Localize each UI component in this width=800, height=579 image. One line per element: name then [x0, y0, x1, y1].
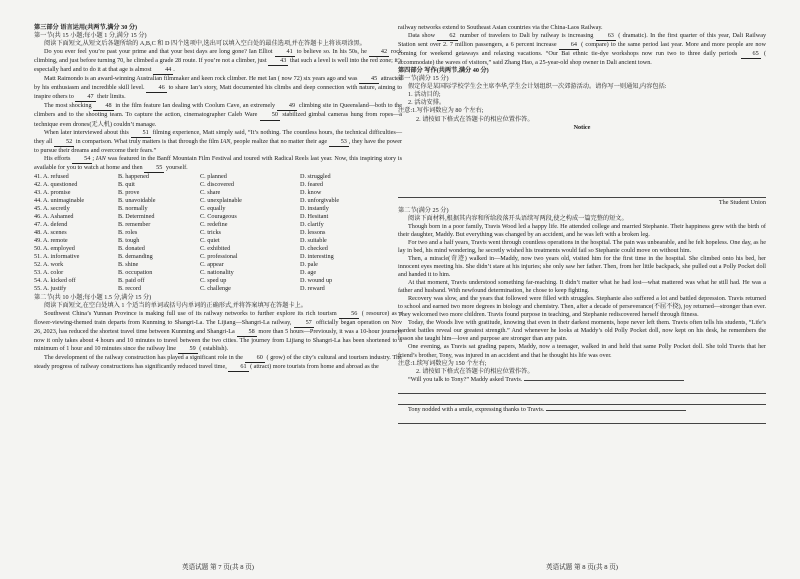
blank-58: 58: [237, 328, 257, 337]
option-choice: B. happened: [118, 172, 149, 180]
option-question: 42. A. questioned: [34, 180, 78, 188]
grammar-paragraph-3: Data show 62 number of travelers to Dali by railway is increasing 63 ( dramatic). In the first quarter of this year, Dali Railway Station sent over 2. 7 million passengers, a 6 percent increase 64 ( compare) to the same period last year. More and more people are now coming for weekend getaways and relaxing vacations. “Our Bai ethnic tie-dye workshops now run two to three daily periods 65 ( accommodate) the waves of visitors,” said Zhang Hao, a 25-year-old shop owner in Dali ancient town.: [398, 32, 767, 67]
writing-line: [398, 395, 766, 405]
option-choice: C. challenge: [200, 285, 231, 293]
film-title: IAN: [95, 154, 106, 162]
page-footer-8: 英语试题 第 8 页(共 8 页): [546, 564, 618, 571]
option-choice: B. shine: [118, 261, 139, 269]
option-question: 54. A. kicked off: [34, 277, 76, 285]
option-choice: B. occupation: [118, 269, 153, 277]
blank-64: 64: [559, 41, 579, 50]
writing1-point-1: 1. 活动目的;: [408, 91, 441, 99]
blank-46: 46: [146, 84, 166, 93]
grammar-paragraph-2: The development of the railway construction has played a significant role in the 60 ( grow) of the city’s cultural and tourism industry. The steady progress of railway constructions has significantly reduced travel time, 61 ( attract) more tourists from home and abroad as the: [34, 354, 402, 372]
writing1-note-2: 2. 请按如下格式在答题卡的相应位置作答。: [416, 115, 534, 123]
option-choice: C. planned: [200, 172, 227, 180]
option-choice: B. remember: [118, 221, 151, 229]
option-choice: D. unforgivable: [300, 196, 340, 204]
film-title: IAN: [220, 137, 231, 145]
option-choice: C. redefine: [200, 221, 228, 229]
writing2-note-1: 注意:1.续写词数应为 150 个左右;: [398, 359, 487, 367]
section2-title: 第二节(共 10 小题;每小题 1.5 分,满分 15 分): [34, 293, 152, 301]
option-choice: B. paid off: [118, 277, 145, 285]
right-column: [398, 24, 766, 425]
option-choice: D. lessons: [300, 229, 326, 237]
option-choice: D. reward: [300, 285, 325, 293]
option-question: 41. A. refused: [34, 172, 69, 180]
passage-paragraph-3: The most shocking 48 in the film feature Ian dealing with Coolum Cave, an extremely 49 climbing site in Queensland—both to the climbers and to the shooting team. To capture the action, cinematographer Caleb Ware 50 stabilized gimbal cameras hung from ropes—a technique even drones(无人机) couldn’t manage.: [34, 102, 403, 128]
option-choice: C. nationality: [200, 269, 234, 277]
option-choice: D. struggled: [300, 172, 331, 180]
writing1-point-2: 2. 活动安排。: [408, 99, 446, 107]
blank-48: 48: [93, 102, 113, 111]
continuation-start-1: “Will you talk to Tony?” Maddy asked Travis.: [398, 376, 766, 384]
options-grid: [34, 173, 402, 294]
blank-57: 57: [294, 319, 314, 328]
writing1-instructions: 假定你是某国际学校学生会主席李华,学生会计划组织一次郊游活动。请你写一则通知,内容包括:: [408, 83, 667, 91]
option-question: 49. A. remote: [34, 237, 68, 245]
blank-53: 53: [329, 138, 349, 147]
blank-50: 50: [260, 111, 280, 120]
option-question: 44. A. unimaginable: [34, 196, 85, 204]
section1-instructions: 阅读下面短文,从短文后各题所给的 A,B,C 和 D 四个选项中,选出可以填入空白处的最佳选项,并在答题卡上将该项涂黑。: [44, 40, 366, 48]
option-choice: C. discovered: [200, 180, 235, 188]
blank-60: 60: [245, 354, 265, 363]
writing2-title: 第二节(满分 25 分): [398, 206, 449, 214]
option-choice: D. wound up: [300, 277, 333, 285]
passage-paragraph-4: When later interviewed about this 51 filming experience, Matt simply said, “It’s nothing. The countless hours, the technical difficulties—they all 52 in comparison. What truly matters is that through the film IAN, people realize that no matter their age 53 , they have the power to pursue their dreams and overcome their fears.”: [34, 128, 403, 154]
option-choice: B. Determined: [118, 213, 155, 221]
story-paragraph-7: One evening, as Travis sat grading papers, Maddy, now a teenager, walked in and held that same Polly Pocket doll. She told Travis that her friend’s brother, Tony, was injured in an accident and that he thought his life was over.: [398, 343, 766, 359]
answer-line[interactable]: [546, 410, 686, 411]
student-union-signature: The Student Union: [718, 198, 766, 206]
story-paragraph-5: Recovery was slow, and the years that followed were filled with struggles. Stephanie also suffered a lot and battled depression. Travis returned to school and earned two more degrees in biology and chemistry. Then, after a decade of perseverance(不屈不挠), joy returned—stronger than ever. They welcomed two more children. Travis found purpose in teaching, and Stephanie rediscovered herself through fitness.: [398, 295, 766, 319]
writing-line: [398, 414, 766, 424]
option-choice: C. quiet: [200, 237, 220, 245]
option-choice: B. prove: [118, 188, 140, 196]
option-choice: C. share: [200, 188, 221, 196]
option-choice: B. normally: [118, 204, 148, 212]
option-question: 52. A. work: [34, 261, 64, 269]
notice-heading: Notice: [573, 123, 591, 131]
blank-61: 61: [228, 363, 248, 372]
notice-writing-area[interactable]: [398, 132, 766, 188]
story-paragraph-1: Though born in a poor family, Travis Wood led a happy life. He attended college and married Stephanie. Their happiness grew with the birth of their daughter, Maddy. But everything was changed by an accident, and he was left with a broken leg.: [398, 222, 766, 238]
option-choice: B. roles: [118, 229, 138, 237]
option-choice: C. sped up: [200, 277, 227, 285]
option-choice: C. tricks: [200, 229, 221, 237]
part3-title: 第三部分 语言运用(共两节,满分 30 分): [34, 24, 138, 31]
passage-paragraph-5: His efforts 54 ; IAN was featured in the Banff Mountain Film Festival and toured with Radical Reels last year. Now, this inspiring story is available for you to watch at home and then 55 yourself.: [34, 155, 402, 173]
option-choice: B. record: [118, 285, 142, 293]
option-choice: C. unexplainable: [200, 196, 242, 204]
option-choice: C. professional: [200, 253, 238, 261]
option-choice: D. suitable: [300, 237, 327, 245]
option-question: 48. A. scenes: [34, 229, 67, 237]
story-paragraph-6: Today, the Woods live with gratitude, knowing that even in their darkest moments, hope never left them. Travis often tells his students, “Life’s hardest battles reveal our greatest strength.” And whenever he looks at Maddy’s old Polly Pocket doll, now kept on his desk, he remembers the lesson she taught him—love and purpose are stronger than any pain.: [398, 319, 766, 343]
blank-54: 54: [72, 155, 92, 164]
blank-65: 65: [741, 50, 761, 59]
option-question: 45. A. secretly: [34, 204, 70, 212]
blank-59: 59: [178, 345, 198, 354]
blank-51: 51: [131, 129, 151, 138]
option-question: 50. A. employed: [34, 245, 75, 253]
writing-line: [398, 384, 766, 394]
blank-52: 52: [54, 138, 74, 147]
page-footer-7: 英语试题 第 7 页(共 8 页): [182, 564, 254, 571]
grammar-paragraph-1: Southwest China’s Yunnan Province is making full use of its railway networks to further explore its rich tourism 56 ( resource) as a flower-viewing-themed train departs from Kunming to Shangri-La. The Lijiang—Shangri-La railway, 57 officially began operation on Nov 26, 2023, has reduced the shortest travel time between Kunming and Shangri-La 58 more than 5 hours—Previously, it was a 10-hour journey; now it only takes about 4 hours and 10 minutes to travel between the two cities. The journey from Lijiang to Shangri-La has been shortened to a minimum of 1 hour and 10 minutes since the railway line 59 ( establish).: [34, 310, 402, 354]
option-choice: D. checked: [300, 245, 328, 253]
option-choice: C. Courageous: [200, 213, 237, 221]
option-choice: B. unavoidable: [118, 196, 156, 204]
option-choice: D. Hesitant: [300, 213, 329, 221]
passage-paragraph-2: Matt Raimondo is an award-winning Australian filmmaker and keen rock climber. He met Ian ( now 72) six years ago and was 45 attracted by his enthusiasm and incredible skill level. 46 to share Ian’s story, Matt documented his climbs and deep connection with nature, aiming to inspire others to 47 their limits.: [34, 75, 402, 102]
writing-line: [398, 188, 766, 198]
continuation-start-2: Tony nodded with a smile, expressing thanks to Travis.: [398, 406, 766, 414]
option-question: 43. A. promise: [34, 188, 71, 196]
option-choice: B. demanding: [118, 253, 153, 261]
option-choice: B. quit: [118, 180, 135, 188]
blank-42: 42: [369, 48, 389, 57]
writing2-instructions: 阅读下面材料,根据其内容和所给段落开头语续写两段,使之构成一篇完整的短文。: [408, 214, 628, 222]
blank-56: 56: [339, 310, 359, 319]
option-choice: C. equally: [200, 204, 226, 212]
option-choice: C. exhibited: [200, 245, 231, 253]
blank-62: 62: [437, 32, 457, 41]
blank-47: 47: [75, 93, 95, 102]
option-question: 51. A. informative: [34, 253, 80, 261]
left-column: [34, 24, 402, 372]
blank-49: 49: [277, 102, 297, 111]
blank-43: 43: [268, 57, 288, 66]
option-question: 47. A. defend: [34, 221, 68, 229]
story-paragraph-3: Then, a miracle(奇迹) walked in—Maddy, now two years old, visited him for the first time in the hospital. She climbed onto his bed, her innocent eyes meeting his. She didn’t stare at his injuries; she only saw her father. Then, from her little backpack, she pulled out a Polly Pocket doll and handed it to him.: [398, 254, 766, 279]
blank-41: 41: [275, 48, 295, 57]
blank-44: 44: [153, 66, 173, 75]
option-choice: D. interesting: [300, 253, 334, 261]
option-choice: C. appear: [200, 261, 224, 269]
section1-title: 第一节(共 15 小题;每小题 1 分,满分 15 分): [34, 32, 147, 40]
option-question: 55. A. justify: [34, 285, 67, 293]
part4-title: 第四部分 写作(共两节,满分 40 分): [398, 67, 489, 75]
option-choice: B. tough: [118, 237, 140, 245]
writing2-note-2: 2. 请按如下格式在答题卡的相应位置作答。: [416, 367, 534, 375]
blank-45: 45: [359, 75, 379, 84]
writing1-note-1: 注意:1.写作词数应为 80 个左右;: [398, 107, 484, 115]
grammar-paragraph-2-cont: railway networks extend to Southeast Asian countries via the China-Laos Railway.: [398, 24, 603, 31]
option-choice: D. know: [300, 188, 322, 196]
writing1-title: 第一节(满分 15 分): [398, 75, 449, 83]
option-choice: D. age: [300, 269, 317, 277]
story-paragraph-4: At that moment, Travis understood something far-reaching. It didn’t matter what he had lost—what mattered was what he still had. He was a father and husband. With newfound determination, he chose to keep fighting.: [398, 279, 766, 295]
answer-line[interactable]: [524, 380, 684, 381]
passage-paragraph-1: Do you ever feel you’re past your prime and that your best days are long gone? Ian Elliot 41 to believe so. In his 50s, he 42 rock climbing, and just before turning 70, he climbed a grade 28 route. If you’re not a climber, just 43 that such a level is well into the red zone; it’s especially hard and to do it at that age is almost 44 .: [34, 48, 402, 75]
blank-63: 63: [596, 32, 616, 41]
section2-instructions: 阅读下面短文,在空白处填入 1 个适当的单词或括号内单词的正确形式,并将答案填写在答题卡上。: [44, 301, 307, 309]
option-choice: D. feared: [300, 180, 324, 188]
option-choice: D. instantly: [300, 204, 329, 212]
option-question: 46. A. Ashamed: [34, 213, 74, 221]
story-paragraph-2: For two and a half years, Travis went through countless operations in the hospital. The pain was unbearable, and he felt hopeless. One day, as he lay in bed, his mind wondering, he secretly wished his treatments would fail so Stephanie could move on without him.: [398, 238, 766, 254]
blank-55: 55: [144, 164, 164, 173]
option-choice: D. pale: [300, 261, 318, 269]
option-choice: D. clarify: [300, 221, 324, 229]
option-choice: B. donated: [118, 245, 145, 253]
option-question: 53. A. color: [34, 269, 64, 277]
